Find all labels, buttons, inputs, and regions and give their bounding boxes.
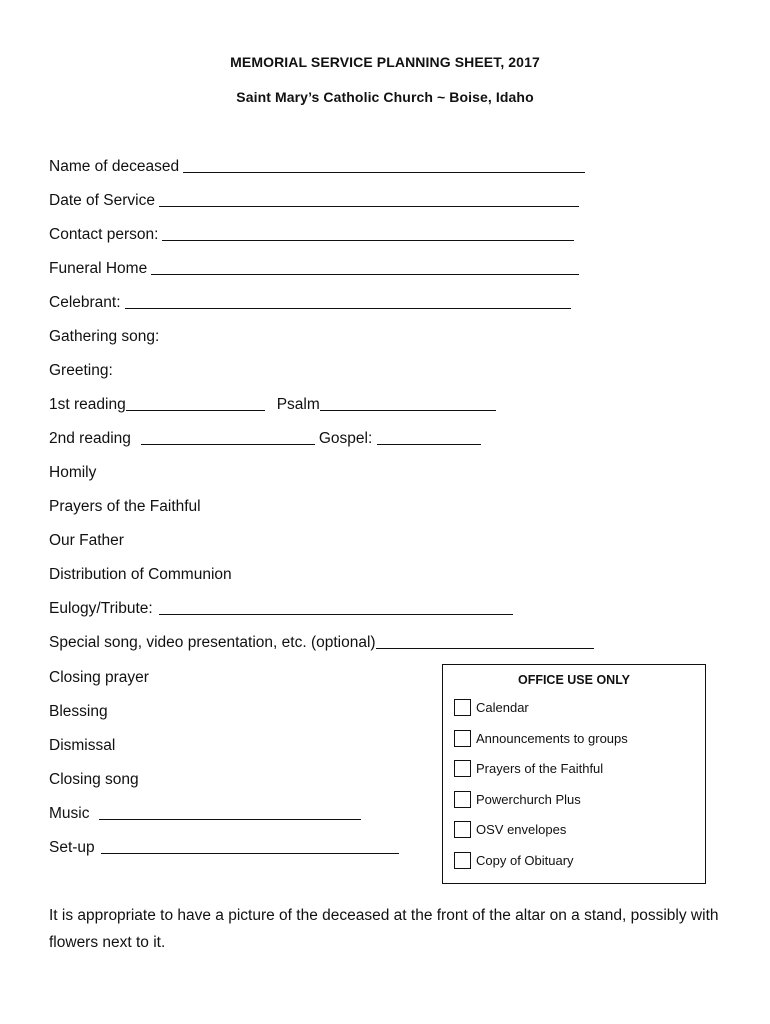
special-row [49,628,594,652]
closing-prayer-label: Closing prayer [49,669,149,686]
office-item-osv [454,821,566,838]
setup-field[interactable] [101,835,399,854]
deceased-row [49,152,585,176]
office-use-box [442,664,706,884]
closing-song-label: Closing song [49,771,139,788]
prayers-checkbox[interactable] [454,760,471,777]
form-title: MEMORIAL SERVICE PLANNING SHEET, 2017 [230,54,540,70]
office-item-label: OSV envelopes [476,822,567,837]
second-reading-field[interactable] [141,426,315,445]
celebrant-field[interactable] [125,290,571,309]
funeral-home-label: Funeral Home [49,260,148,277]
music-label: Music [49,805,90,822]
blessing-label: Blessing [49,703,108,720]
homily-row [49,458,96,482]
celebrant-row [49,288,571,312]
office-item-calendar [454,699,529,716]
greeting-row [49,356,113,380]
special-field[interactable] [376,630,594,649]
prayers-label: Prayers of the Faithful [49,498,201,515]
dismissal-label: Dismissal [49,737,116,754]
closing-song-row [49,765,139,789]
greeting-label: Greeting: [49,362,113,379]
dismissal-row [49,731,115,755]
our-father-label: Our Father [49,532,124,549]
blessing-row [49,697,108,721]
our-father-row [49,526,124,550]
footer-note: It is appropriate to have a picture of the deceased at the front of the altar on a stand, possibly with flowers next to it. [49,907,719,951]
homily-label: Homily [49,464,97,481]
office-item-label: Announcements to groups [476,731,628,746]
office-use-title: OFFICE USE ONLY [517,673,631,687]
obituary-checkbox[interactable] [454,852,471,869]
gathering-song-label: Gathering song: [49,328,160,345]
psalm-field[interactable] [320,392,496,411]
music-row [49,799,361,823]
contact-row [49,220,574,244]
office-item-label: Copy of Obituary [476,853,574,868]
date-label: Date of Service [49,192,155,209]
second-reading-label: 2nd reading [49,430,131,447]
prayers-row [49,492,201,516]
office-item-prayers [454,760,603,777]
eulogy-field[interactable] [159,596,513,615]
osv-checkbox[interactable] [454,821,471,838]
date-field[interactable] [159,188,579,207]
music-field[interactable] [99,801,361,820]
eulogy-row [49,594,513,618]
announcements-checkbox[interactable] [454,730,471,747]
deceased-field[interactable] [183,154,585,173]
first-reading-label: 1st reading [49,396,126,413]
office-item-label: Prayers of the Faithful [476,761,604,776]
psalm-label: Psalm [276,396,320,413]
funeral-home-row [49,254,579,278]
gospel-field[interactable] [377,426,481,445]
church-subtitle: Saint Mary’s Catholic Church ~ Boise, Idaho [236,89,534,105]
deceased-label: Name of deceased [49,158,180,175]
funeral-home-field[interactable] [151,256,579,275]
calendar-checkbox[interactable] [454,699,471,716]
setup-row [49,833,399,857]
first-reading-field[interactable] [126,392,265,411]
office-item-obituary [454,852,574,869]
setup-label: Set-up [49,839,95,856]
gathering-song-row [49,322,159,346]
closing-prayer-row [49,663,149,687]
communion-label: Distribution of Communion [49,566,232,583]
office-item-label: Calendar [476,700,529,715]
first-reading-row [49,390,496,414]
second-reading-row [49,424,481,448]
gospel-label: Gospel: [318,430,373,447]
date-row [49,186,579,210]
office-item-announcements [454,730,628,747]
special-label: Special song, video presentation, etc. (optional) [49,634,376,651]
contact-field[interactable] [162,222,574,241]
eulogy-label: Eulogy/Tribute: [49,600,153,617]
office-item-label: Powerchurch Plus [476,792,581,807]
communion-row [49,560,232,584]
contact-label: Contact person: [49,226,159,243]
office-item-powerchurch [454,791,581,808]
powerchurch-checkbox[interactable] [454,791,471,808]
celebrant-label: Celebrant: [49,294,121,311]
